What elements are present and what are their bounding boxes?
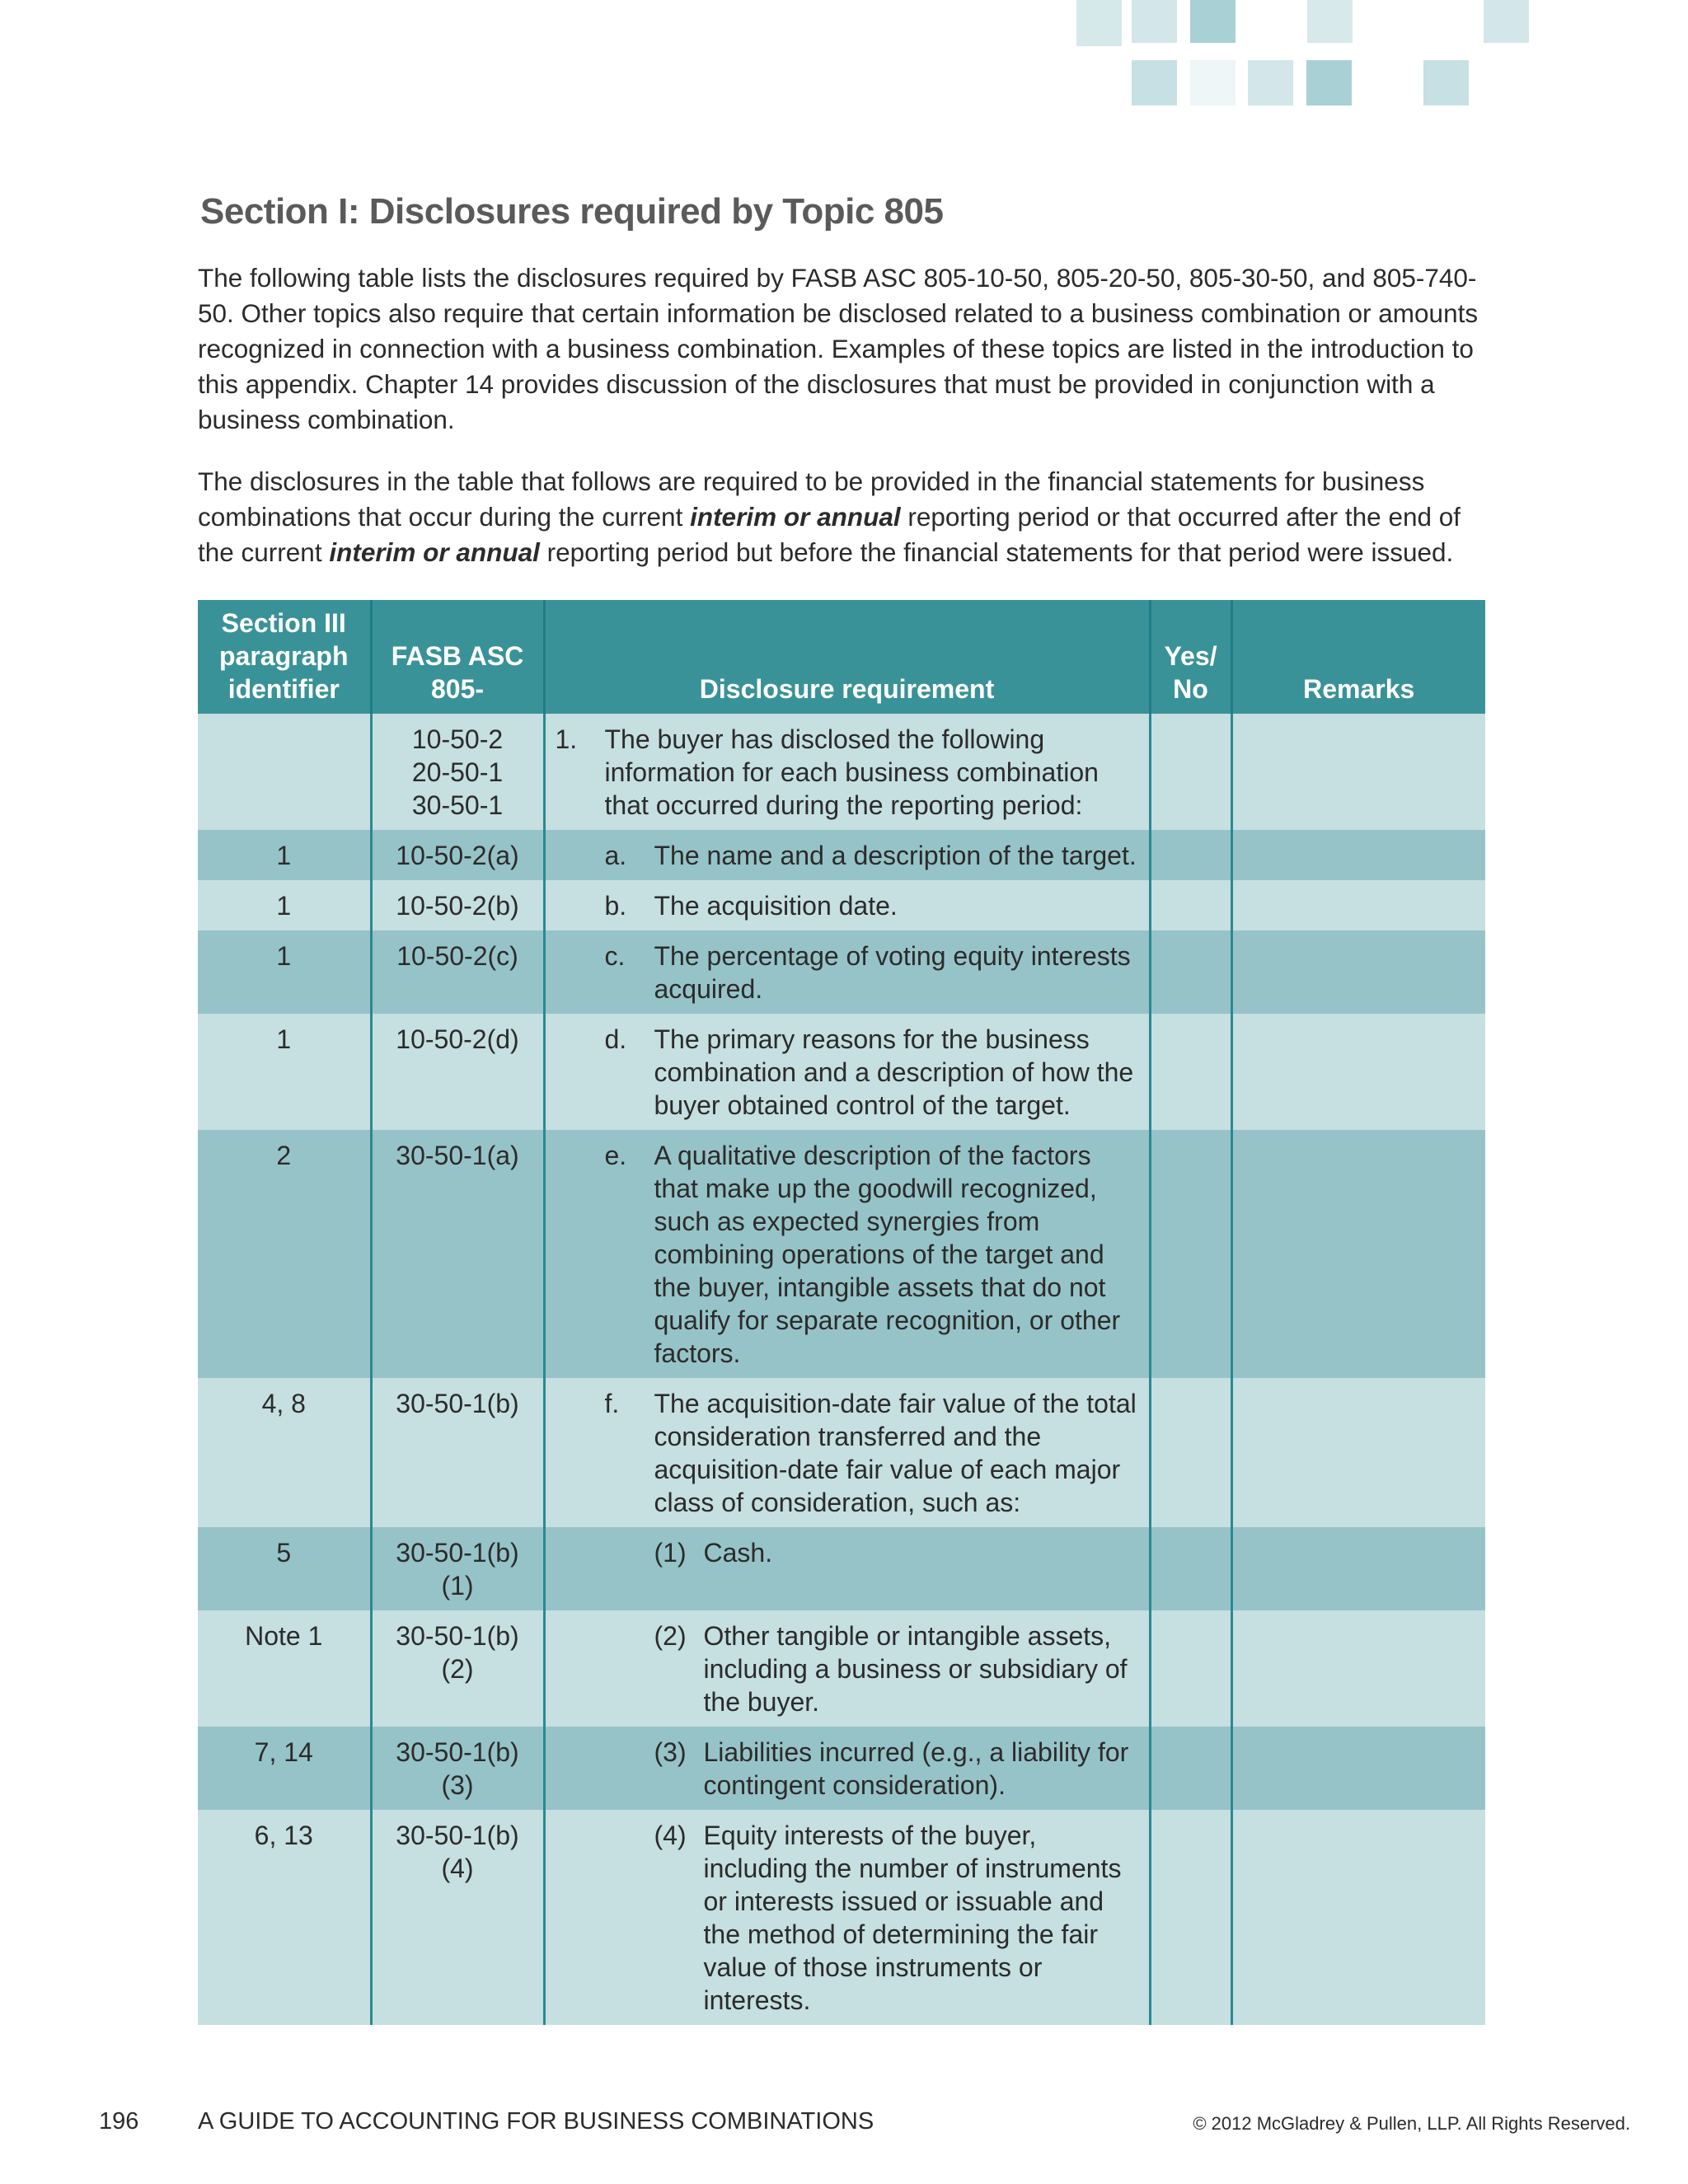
requirement-cell	[544, 880, 1150, 930]
remarks-cell[interactable]	[1231, 1727, 1485, 1810]
item-label: e.	[604, 1141, 627, 1170]
yes-no-cell[interactable]	[1150, 1527, 1231, 1610]
requirement-cell	[544, 714, 1150, 830]
header-section-identifier: Section III paragraph identifier	[198, 600, 371, 714]
header-disclosure-requirement: Disclosure requirement	[544, 600, 1150, 714]
item-text: Other tangible or intangible assets, including a business or subsidiary of the buyer.	[703, 1621, 1128, 1717]
item-label: 1.	[555, 724, 578, 754]
remarks-cell[interactable]	[1231, 1130, 1485, 1378]
remarks-cell[interactable]	[1231, 880, 1485, 930]
yes-no-cell[interactable]	[1150, 830, 1231, 880]
page-title: Section I: Disclosures required by Topic 805	[200, 191, 944, 232]
requirement-cell	[544, 830, 1150, 880]
table-row	[198, 714, 1485, 830]
table-row	[198, 830, 1485, 880]
requirement-cell	[544, 930, 1150, 1014]
section-identifier-cell: Note 1	[198, 1610, 371, 1727]
yes-no-cell[interactable]	[1150, 1610, 1231, 1727]
item-label: d.	[604, 1024, 627, 1054]
requirement-cell	[544, 1610, 1150, 1727]
item-label: (1)	[654, 1538, 687, 1568]
remarks-cell[interactable]	[1231, 714, 1485, 830]
item-label: b.	[604, 891, 627, 921]
section-identifier-cell: 1	[198, 880, 371, 930]
section-identifier-cell: 4, 8	[198, 1378, 371, 1527]
table-row	[198, 1810, 1485, 2025]
requirement-cell	[544, 1527, 1150, 1610]
remarks-cell[interactable]	[1231, 830, 1485, 880]
section-identifier-cell: 2	[198, 1130, 371, 1378]
yes-no-cell[interactable]	[1150, 880, 1231, 930]
section-identifier-cell	[198, 714, 371, 830]
yes-no-cell[interactable]	[1150, 1810, 1231, 2025]
remarks-cell[interactable]	[1231, 930, 1485, 1014]
requirement-cell	[544, 1014, 1150, 1130]
yes-no-cell[interactable]	[1150, 1014, 1231, 1130]
item-text: A qualitative description of the factors that make up the goodwill recognized, such as expected synergies from combining operations of the target and the buyer, intangible assets that do not qualify for separate recognition, or other factors.	[654, 1141, 1121, 1368]
table-row	[198, 880, 1485, 930]
item-text: The percentage of voting equity interests acquired.	[654, 941, 1131, 1004]
item-label: (2)	[654, 1621, 687, 1651]
fasb-reference-cell: 30-50-1(b)(3)	[371, 1727, 544, 1810]
fasb-reference-cell: 10-50-2(c)	[371, 930, 544, 1014]
fasb-reference-cell: 10-50-2 20-50-1 30-50-1	[371, 714, 544, 830]
table-row	[198, 1727, 1485, 1810]
table-row	[198, 930, 1485, 1014]
table-row	[198, 1610, 1485, 1727]
item-text: Equity interests of the buyer, including the number of instruments or interests issued or issuable and the method of determining the fair value of those instruments or interests.	[703, 1821, 1122, 2015]
yes-no-cell[interactable]	[1150, 714, 1231, 830]
requirement-cell	[544, 1727, 1150, 1810]
header-yes-no: Yes/ No	[1150, 600, 1231, 714]
fasb-reference-cell: 30-50-1(b)(1)	[371, 1527, 544, 1610]
remarks-cell[interactable]	[1231, 1810, 1485, 2025]
fasb-reference-cell: 30-50-1(b)	[371, 1378, 544, 1527]
section-identifier-cell: 1	[198, 930, 371, 1014]
requirement-cell	[544, 1130, 1150, 1378]
item-label: (4)	[654, 1821, 687, 1850]
yes-no-cell[interactable]	[1150, 1378, 1231, 1527]
intro-paragraph: The following table lists the disclosures required by FASB ASC 805-10-50, 805-20-50, 805-30-50, and 805-740-50. Other topics also require that certain information be disclosed related to a business combination or amounts recognized in connection with a business combination. Examples of these topics are listed in the introduction to this appendix. Chapter 14 provides discussion of the disclosures that must be provided in conjunction with a business combination.	[198, 263, 1479, 434]
item-text: Liabilities incurred (e.g., a liability for contingent consideration).	[703, 1737, 1129, 1800]
section-identifier-cell: 7, 14	[198, 1727, 371, 1810]
table-row	[198, 1527, 1485, 1610]
item-text: The name and a description of the target.	[654, 841, 1137, 870]
yes-no-cell[interactable]	[1150, 1130, 1231, 1378]
fasb-reference-cell: 10-50-2(a)	[371, 830, 544, 880]
header-fasb-asc: FASB ASC 805-	[371, 600, 544, 714]
item-text: Cash.	[703, 1538, 773, 1568]
yes-no-cell[interactable]	[1150, 1727, 1231, 1810]
section-identifier-cell: 6, 13	[198, 1810, 371, 2025]
scope-paragraph: The disclosures in the table that follows are required to be provided in the financial statements for business combinations that occur during the current interim or annual reporting period or that occurred after the end of the current interim or annual reporting period but before the financial statements for that period were issued.	[198, 466, 1461, 567]
remarks-cell[interactable]	[1231, 1610, 1485, 1727]
fasb-reference-cell: 30-50-1(b)(2)	[371, 1610, 544, 1727]
fasb-reference-cell: 30-50-1(b)(4)	[371, 1810, 544, 2025]
book-title: A GUIDE TO ACCOUNTING FOR BUSINESS COMBINATIONS	[198, 2108, 874, 2135]
table-row	[198, 1130, 1485, 1378]
item-text: The primary reasons for the business combination and a description of how the buyer obtained control of the target.	[654, 1024, 1134, 1120]
item-text: The acquisition date.	[654, 891, 898, 921]
copyright: © 2012 McGladrey & Pullen, LLP. All Rights Reserved.	[1193, 2113, 1630, 2134]
section-identifier-cell: 1	[198, 1014, 371, 1130]
section-identifier-cell: 1	[198, 830, 371, 880]
remarks-cell[interactable]	[1231, 1014, 1485, 1130]
remarks-cell[interactable]	[1231, 1378, 1485, 1527]
requirement-cell	[544, 1810, 1150, 2025]
remarks-cell[interactable]	[1231, 1527, 1485, 1610]
yes-no-cell[interactable]	[1150, 930, 1231, 1014]
fasb-reference-cell: 30-50-1(a)	[371, 1130, 544, 1378]
page-number: 196	[99, 2108, 139, 2135]
fasb-reference-cell: 10-50-2(d)	[371, 1014, 544, 1130]
item-text: The acquisition-date fair value of the total consideration transferred and the acquisition-date fair value of each major class of consideration, such as:	[654, 1389, 1137, 1517]
item-label: f.	[604, 1389, 620, 1418]
item-label: (3)	[654, 1737, 687, 1767]
header-remarks: Remarks	[1231, 600, 1485, 714]
fasb-reference-cell: 10-50-2(b)	[371, 880, 544, 930]
item-text: The buyer has disclosed the following information for each business combination that occurred during the reporting period:	[604, 724, 1099, 820]
table-row	[198, 1378, 1485, 1527]
item-label: a.	[604, 841, 627, 870]
section-identifier-cell: 5	[198, 1527, 371, 1610]
item-label: c.	[604, 941, 626, 971]
disclosure-checklist-table	[198, 600, 1485, 2025]
table-row	[198, 1014, 1485, 1130]
requirement-cell	[544, 1378, 1150, 1527]
